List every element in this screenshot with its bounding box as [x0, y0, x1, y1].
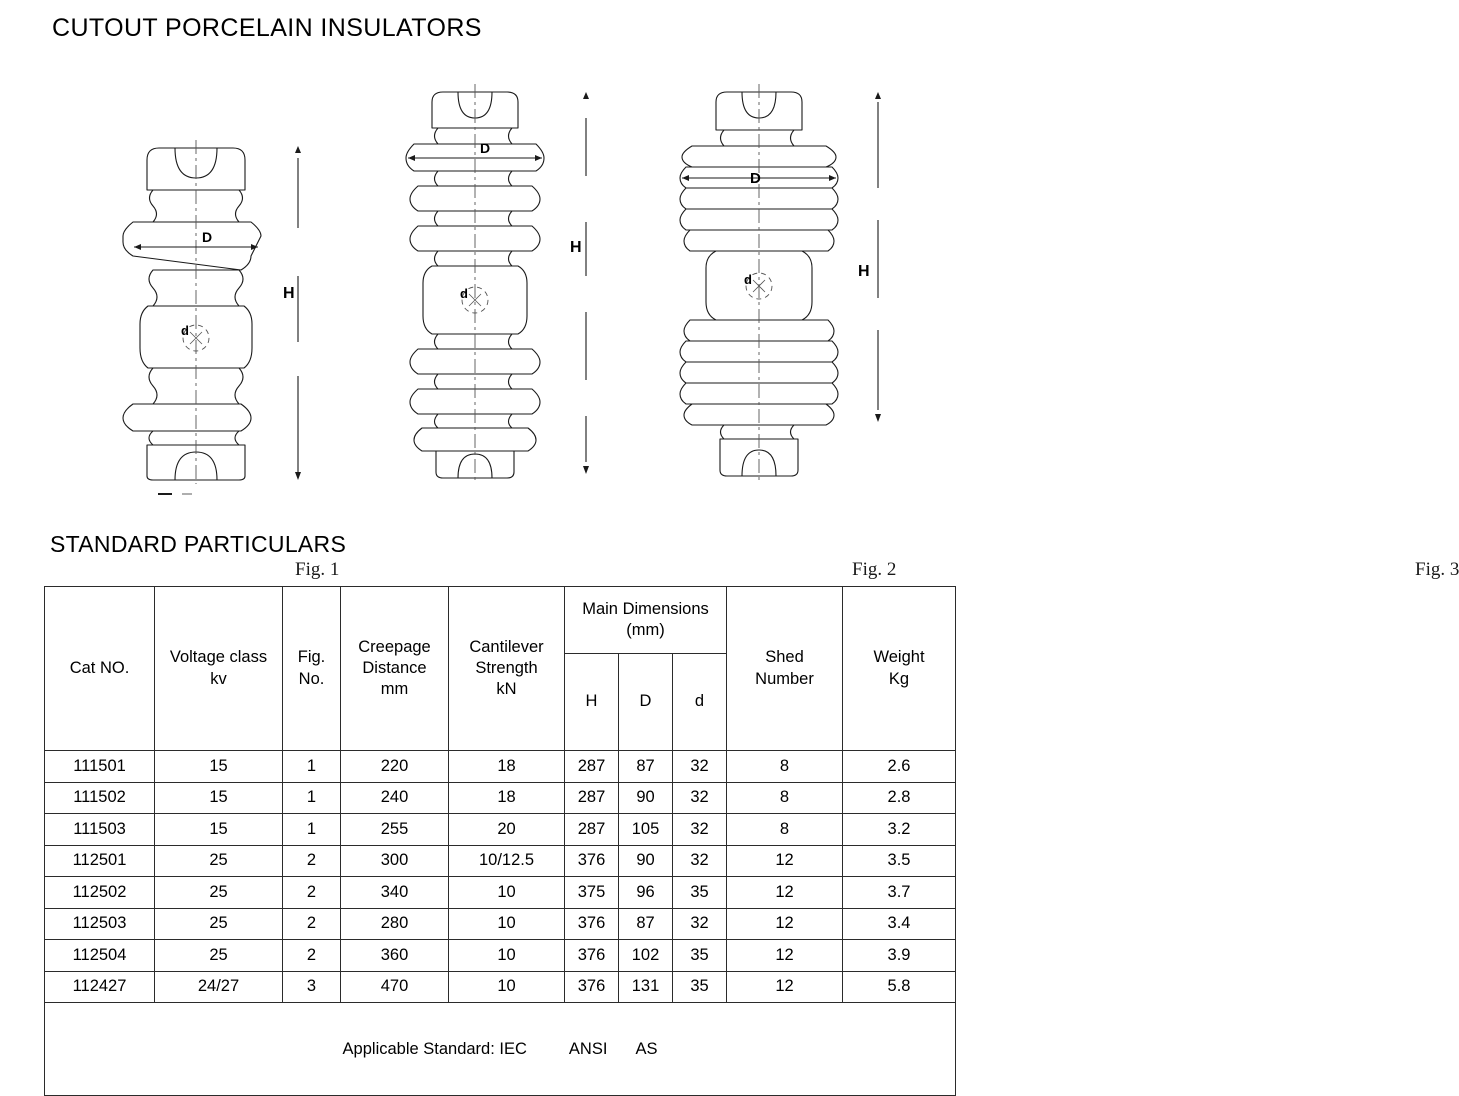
cell-fig: 1: [283, 814, 341, 846]
standard-ansi: ANSI: [568, 1039, 608, 1058]
applicable-standard-text: [343, 1040, 658, 1058]
cell-dim-h: 376: [565, 940, 619, 972]
cell-dim-h: 287: [565, 782, 619, 814]
header-creepage-distance: Creepage Distance mm: [341, 587, 449, 751]
cell-voltage: 15: [155, 782, 283, 814]
cell-creepage: 280: [341, 908, 449, 940]
insulator-diagram-fig3: [680, 80, 920, 480]
dimension-label-H: H: [283, 285, 295, 302]
cell-voltage: 15: [155, 814, 283, 846]
cell-cat-no: 112501: [45, 845, 155, 877]
cell-cat-no: 112427: [45, 971, 155, 1003]
cell-cat-no: 111501: [45, 751, 155, 783]
cell-creepage: 300: [341, 845, 449, 877]
standard-as: AS: [635, 1039, 658, 1058]
dimension-arrow-H-fig2: [583, 92, 589, 474]
cell-cantilever: 18: [449, 751, 565, 783]
header-shed-number: Shed Number: [727, 587, 843, 751]
figure-1-caption: Fig. 1: [295, 559, 340, 580]
header-voltage-class: Voltage class kv: [155, 587, 283, 751]
cell-weight: 3.5: [843, 845, 956, 877]
cell-fig: 2: [283, 940, 341, 972]
table-row: [45, 877, 956, 909]
cell-weight: 3.2: [843, 814, 956, 846]
cell-creepage: 255: [341, 814, 449, 846]
cell-fig: 2: [283, 908, 341, 940]
cell-cantilever: 10: [449, 877, 565, 909]
cell-dim-h: 376: [565, 908, 619, 940]
cell-cantilever: 10: [449, 908, 565, 940]
cell-dim-d: 32: [673, 782, 727, 814]
cell-dim-D: 102: [619, 940, 673, 972]
standard-iec: Applicable Standard: IEC: [342, 1039, 527, 1058]
table-body: [45, 751, 956, 1003]
cell-voltage: 25: [155, 908, 283, 940]
cell-dim-d: 32: [673, 845, 727, 877]
cell-creepage: 340: [341, 877, 449, 909]
cell-dim-d: 35: [673, 971, 727, 1003]
cell-cat-no: 111502: [45, 782, 155, 814]
cell-dim-D: 131: [619, 971, 673, 1003]
cell-dim-h: 376: [565, 845, 619, 877]
header-main-dimensions: Main Dimensions (mm): [565, 587, 727, 654]
cell-dim-d: 35: [673, 877, 727, 909]
cell-shed: 8: [727, 782, 843, 814]
dimension-label-D: D: [750, 170, 761, 187]
cell-dim-d: 32: [673, 908, 727, 940]
table-footer-row: [45, 1003, 956, 1096]
insulator-diagram-fig2: [400, 80, 630, 480]
table-header-row: [45, 587, 956, 654]
dimension-arrow-H-fig3: [875, 92, 881, 422]
dimension-label-H: H: [858, 263, 870, 280]
cell-cat-no: 111503: [45, 814, 155, 846]
header-cantilever-strength: Cantilever Strength kN: [449, 587, 565, 751]
cell-dim-h: 375: [565, 877, 619, 909]
dimension-label-D: D: [202, 229, 213, 245]
cell-weight: 2.8: [843, 782, 956, 814]
cell-cantilever: 20: [449, 814, 565, 846]
figure-3-caption: Fig. 3: [1415, 559, 1459, 580]
cell-shed: 12: [727, 908, 843, 940]
cell-cat-no: 112504: [45, 940, 155, 972]
header-dim-D: D: [619, 654, 673, 751]
cell-creepage: 240: [341, 782, 449, 814]
header-dim-H: H: [565, 654, 619, 751]
cell-cat-no: 112502: [45, 877, 155, 909]
cell-cantilever: 10: [449, 971, 565, 1003]
dimension-label-d: d: [181, 323, 189, 338]
dimension-label-d: d: [460, 286, 468, 301]
cell-dim-D: 90: [619, 782, 673, 814]
cell-dim-h: 287: [565, 751, 619, 783]
cell-creepage: 360: [341, 940, 449, 972]
section-title: STANDARD PARTICULARS: [50, 531, 347, 557]
table-row: [45, 940, 956, 972]
cell-shed: 12: [727, 971, 843, 1003]
cell-shed: 8: [727, 751, 843, 783]
dimension-label-d: d: [744, 272, 752, 287]
table-row: [45, 971, 956, 1003]
cell-dim-D: 87: [619, 908, 673, 940]
cell-shed: 8: [727, 814, 843, 846]
standard-particulars-table: [44, 586, 956, 1096]
cell-cat-no: 112503: [45, 908, 155, 940]
cell-cantilever: 10/12.5: [449, 845, 565, 877]
cell-weight: 3.4: [843, 908, 956, 940]
dimension-label-D: D: [480, 140, 491, 156]
cell-voltage: 24/27: [155, 971, 283, 1003]
cell-fig: 2: [283, 877, 341, 909]
figure-2-caption: Fig. 2: [852, 559, 897, 580]
cell-fig: 3: [283, 971, 341, 1003]
cell-shed: 12: [727, 940, 843, 972]
standard-particulars-table-wrap: [44, 586, 955, 1096]
dimension-arrow-H-fig1: [295, 146, 301, 480]
cell-weight: 3.9: [843, 940, 956, 972]
cell-fig: 1: [283, 782, 341, 814]
cell-voltage: 15: [155, 751, 283, 783]
cell-weight: 3.7: [843, 877, 956, 909]
cell-dim-D: 105: [619, 814, 673, 846]
cell-dim-d: 35: [673, 940, 727, 972]
insulator-diagram-fig1: [120, 80, 350, 480]
table-row: [45, 782, 956, 814]
cell-cantilever: 18: [449, 782, 565, 814]
header-fig-no: Fig. No.: [283, 587, 341, 751]
dimension-label-H: H: [570, 239, 582, 256]
page-title: CUTOUT PORCELAIN INSULATORS: [52, 14, 482, 42]
cell-weight: 2.6: [843, 751, 956, 783]
cell-fig: 1: [283, 751, 341, 783]
cell-dim-h: 376: [565, 971, 619, 1003]
cell-creepage: 470: [341, 971, 449, 1003]
cell-dim-D: 87: [619, 751, 673, 783]
header-dim-d: d: [673, 654, 727, 751]
header-weight: Weight Kg: [843, 587, 956, 751]
cell-voltage: 25: [155, 940, 283, 972]
header-cat-no: Cat NO.: [45, 587, 155, 751]
cell-voltage: 25: [155, 845, 283, 877]
figure-2: [400, 80, 897, 580]
table-row: [45, 845, 956, 877]
cell-cantilever: 10: [449, 940, 565, 972]
cell-dim-h: 287: [565, 814, 619, 846]
cell-dim-D: 90: [619, 845, 673, 877]
table-row: [45, 751, 956, 783]
cell-weight: 5.8: [843, 971, 956, 1003]
cell-dim-d: 32: [673, 814, 727, 846]
table-row: [45, 814, 956, 846]
cell-voltage: 25: [155, 877, 283, 909]
table-row: [45, 908, 956, 940]
cell-dim-D: 96: [619, 877, 673, 909]
cell-creepage: 220: [341, 751, 449, 783]
applicable-standard-cell: [45, 1003, 956, 1096]
cell-dim-d: 32: [673, 751, 727, 783]
cell-fig: 2: [283, 845, 341, 877]
cell-shed: 12: [727, 845, 843, 877]
cell-shed: 12: [727, 877, 843, 909]
